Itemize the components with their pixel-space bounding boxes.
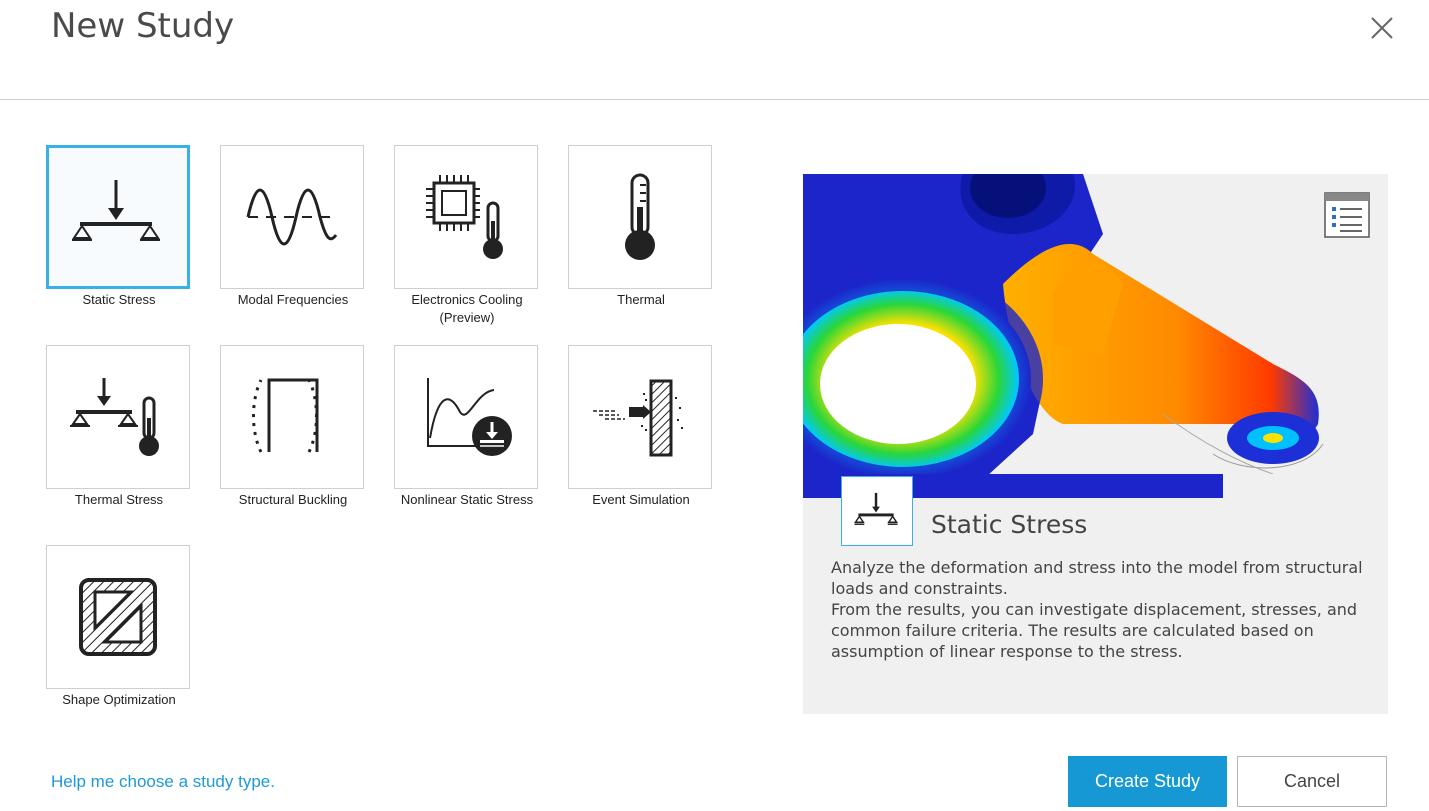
electronics-cooling-icon [416,167,516,267]
cancel-button[interactable]: Cancel [1237,756,1387,807]
thermal-stress-icon [68,372,168,462]
tile-label: Modal Frequencies [237,292,349,307]
thermal-icon [610,167,670,267]
tile-box [220,145,364,289]
shape-optimization-icon [73,572,163,662]
help-choose-study-link[interactable]: Help me choose a study type. [51,772,275,791]
study-tile-modal-frequencies[interactable] [220,145,366,309]
close-icon[interactable] [1366,12,1398,44]
tile-label: Static Stress [82,292,156,307]
event-simulation-icon [585,367,695,467]
tile-label: Electronics Cooling (Preview) [411,292,523,325]
tile-label: Structural Buckling [238,492,348,507]
create-study-button[interactable]: Create Study [1068,756,1227,807]
tile-box [46,145,190,289]
tile-label: Thermal [617,292,665,307]
preview-description [831,557,1371,662]
tile-label: Thermal Stress [74,492,164,507]
tile-label: Event Simulation [592,492,690,507]
tile-box [568,145,712,289]
preview-description-line-1: Analyze the deformation and stress into the model from structural loads and constraints. [831,558,1363,598]
tile-box [46,545,190,689]
study-tile-static-stress[interactable] [46,145,192,309]
list-view-icon[interactable] [1324,192,1370,238]
tile-box [568,345,712,489]
preview-study-icon [841,476,913,546]
preview-description-line-2: From the results, you can investigate displacement, stresses, and common failure criteria. The results are calculated based on assumption of linear response to the stress. [831,600,1358,661]
modal-frequencies-icon [242,187,342,247]
header-divider [0,99,1429,100]
nonlinear-static-stress-icon [416,372,516,462]
tile-box [46,345,190,489]
static-stress-icon [68,172,168,262]
study-tile-structural-buckling[interactable] [220,345,366,509]
tile-box [394,145,538,289]
preview-title: Static Stress [931,510,1088,539]
tile-label: Shape Optimization [62,692,176,707]
study-tile-thermal[interactable] [568,145,714,309]
study-tile-electronics-cooling[interactable] [394,145,540,327]
preview-image [803,174,1388,498]
tile-box [220,345,364,489]
static-stress-icon [852,489,902,533]
study-tile-nonlinear-static-stress[interactable] [394,345,540,509]
study-tile-event-simulation[interactable] [568,345,714,509]
study-tile-thermal-stress[interactable] [46,345,192,509]
tile-box [394,345,538,489]
study-preview-panel [803,174,1388,714]
study-tile-shape-optimization[interactable] [46,545,192,709]
dialog-title: New Study [51,6,235,46]
structural-buckling-icon [247,372,337,462]
tile-label: Nonlinear Static Stress [400,492,534,507]
